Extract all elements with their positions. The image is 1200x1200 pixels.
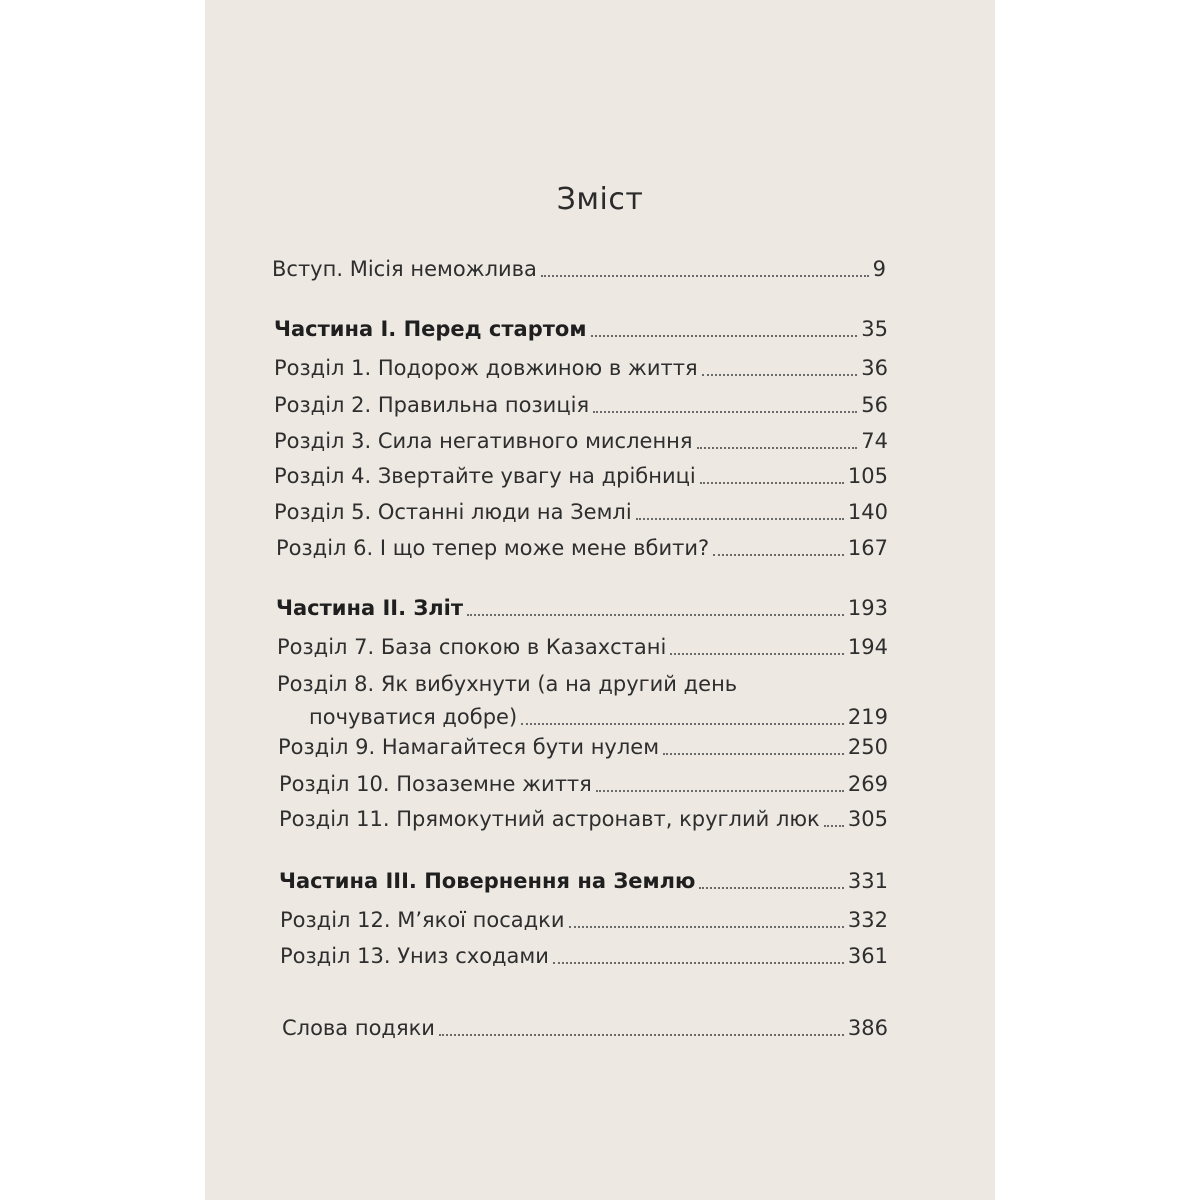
toc-entry-page: 167 [847,536,888,560]
dot-leader [713,554,844,556]
toc-entry-page: 74 [861,429,888,453]
toc-entry-page: 140 [847,500,888,524]
toc-entry-label: Частина І. Перед стартом [274,317,587,341]
dot-leader [439,1034,844,1036]
dot-leader [467,614,844,616]
toc-entry-label: Слова подяки [282,1016,435,1040]
dot-leader [636,518,844,520]
dot-leader [591,335,858,337]
toc-entry-label: Розділ 5. Останні люди на Землі [274,500,632,524]
toc-entry-label: Вступ. Місія неможлива [272,257,537,281]
dot-leader [697,447,858,449]
toc-entry-page: 56 [861,393,888,417]
toc-entry-label: Розділ 2. Правильна позиція [274,393,590,417]
toc-entry-chapter-10 [279,774,888,795]
toc-entry-page: 250 [847,735,888,759]
toc-entry-page: 194 [847,635,888,659]
toc-entry-label: Розділ 4. Звертайте увагу на дрібниці [274,464,696,488]
toc-entry-page: 219 [847,705,888,729]
toc-entry-page: 332 [847,908,888,932]
toc-entry-label: Розділ 13. Униз сходами [280,944,549,968]
toc-entry-page: 269 [847,772,888,796]
toc-entry-page: 193 [847,596,888,620]
toc-entry-chapter-8-continued [309,707,888,728]
dot-leader [541,275,869,277]
toc-entry-label-continuation: почуватися добре) [309,705,518,729]
toc-entry-label: Розділ 11. Прямокутний астронавт, круглий люк [279,807,820,831]
dot-leader [593,411,857,413]
toc-entry-label: Розділ 9. Намагайтеся бути нулем [278,735,660,759]
toc-entry-chapter-8 [277,674,888,695]
dot-leader [569,926,844,928]
dot-leader [702,374,858,376]
toc-entry-page: 105 [847,464,888,488]
dot-leader [699,887,843,889]
toc-entry-chapter-13 [280,946,888,967]
dot-leader [553,962,844,964]
toc-entry-part-3 [279,871,888,892]
dot-leader [824,825,844,827]
toc-entry-page: 9 [872,257,886,281]
toc-entry-label: Частина ІІІ. Повернення на Землю [279,869,696,893]
toc-entry-acknowledgements [282,1018,888,1039]
toc-entry-page: 331 [847,869,888,893]
toc-entry-page: 361 [847,944,888,968]
toc-entry-label: Розділ 6. І що тепер може мене вбити? [276,536,710,560]
toc-entry-chapter-5 [274,502,888,523]
toc-entry-label: Розділ 8. Як вибухнути (а на другий день [277,672,738,696]
toc-entry-label: Частина ІІ. Зліт [276,596,464,620]
toc-entry-label: Розділ 12. М’якої посадки [280,908,565,932]
toc-entry-part-2 [276,598,888,619]
toc-entry-chapter-11 [279,809,888,830]
toc-entry-chapter-7 [277,637,888,658]
toc-entry-intro [272,259,886,280]
toc-entry-chapter-12 [280,910,888,931]
toc-entry-label: Розділ 3. Сила негативного мислення [274,429,693,453]
toc-entry-page: 35 [861,317,888,341]
toc-entry-label: Розділ 1. Подорож довжиною в життя [274,356,698,380]
toc-entry-label: Розділ 10. Позаземне життя [279,772,592,796]
toc-entry-chapter-6 [276,538,888,559]
toc-entry-page: 36 [861,356,888,380]
toc-title: Зміст [556,182,644,217]
dot-leader [670,653,844,655]
toc-entry-chapter-4 [274,466,888,487]
dot-leader [663,753,844,755]
dot-leader [700,482,844,484]
toc-entry-chapter-9 [278,737,888,758]
dot-leader [596,790,844,792]
toc-entry-chapter-3 [274,431,888,452]
toc-entry-part-1 [274,319,888,340]
toc-entry-label: Розділ 7. База спокою в Казахстані [277,635,667,659]
toc-entry-chapter-1 [274,358,888,379]
toc-entry-page: 305 [847,807,888,831]
toc-entry-chapter-2 [274,395,888,416]
dot-leader [521,723,844,725]
toc-entry-page: 386 [847,1016,888,1040]
